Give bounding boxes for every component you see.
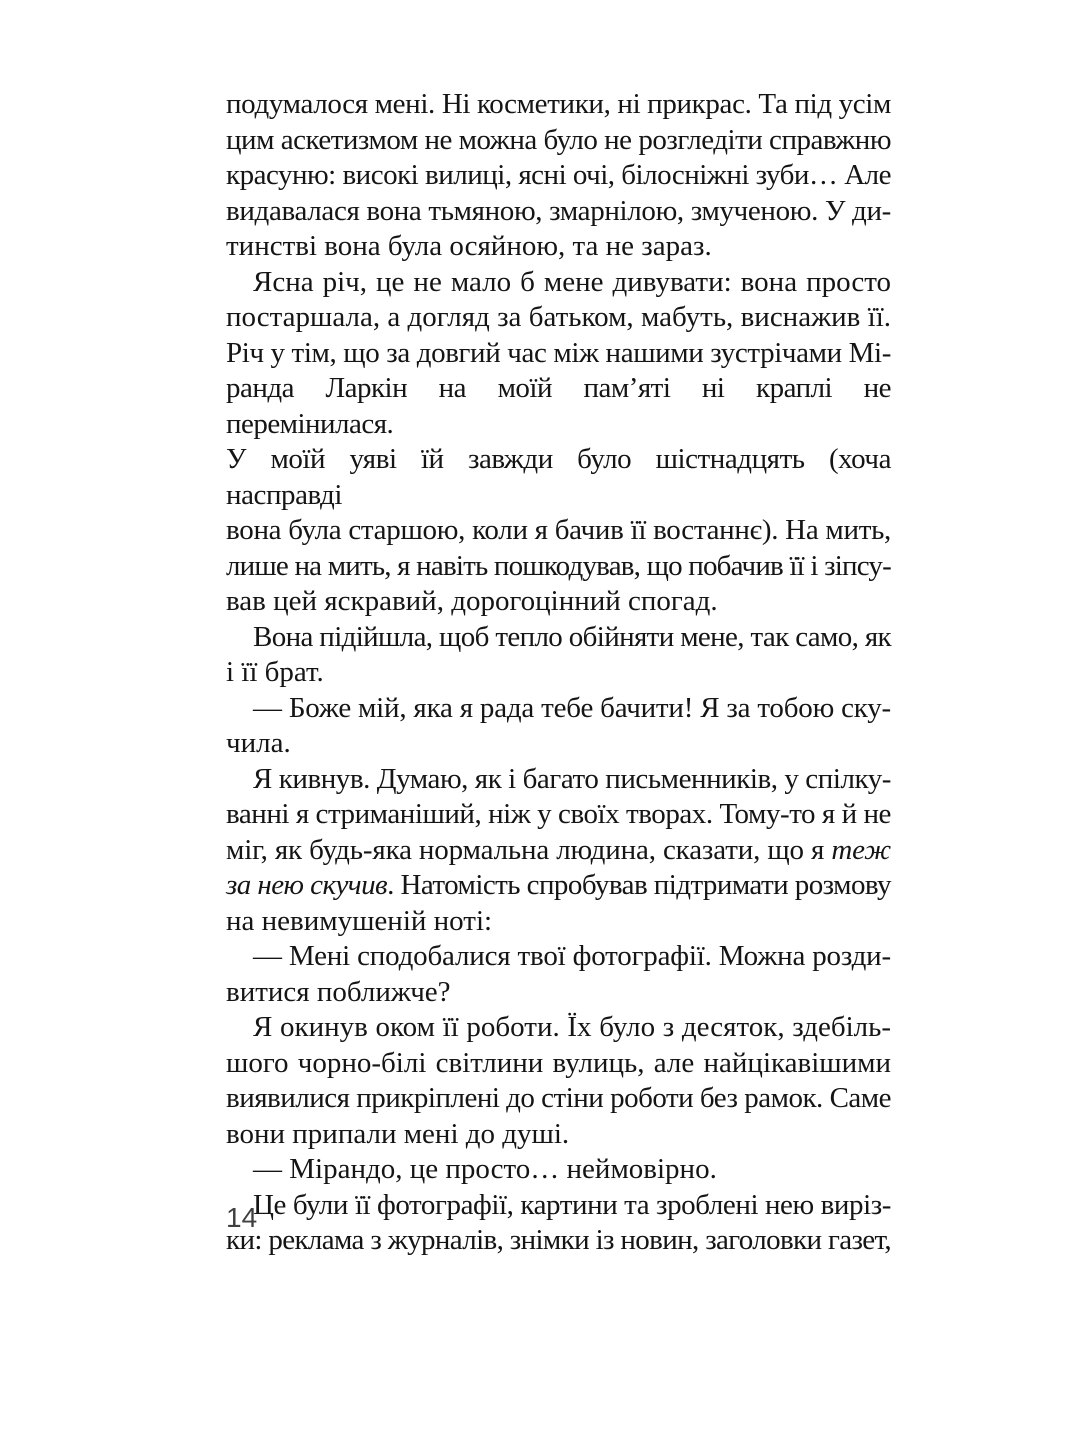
text-line xyxy=(226,1046,891,1082)
text-line xyxy=(226,513,891,549)
text-run: виявилися прикріплені до стіни роботи без рамок. Саме xyxy=(226,1082,892,1114)
text-run: вав цей яскравий, дорогоцінний спогад. xyxy=(226,585,718,617)
text-line xyxy=(226,691,891,727)
text-line xyxy=(226,620,891,656)
text-run: витися поближче? xyxy=(226,975,451,1008)
text-run: чила. xyxy=(226,727,291,759)
text-run: Вона підійшла, щоб тепло обійняти мене, так само, як xyxy=(253,620,891,653)
text-run: — Боже мій, яка я рада тебе бачити! Я за тобою ску- xyxy=(253,691,891,724)
text-run: красуню: високі вилиці, ясні очі, білосніжні зуби… Але xyxy=(226,159,891,191)
emphasis-text: теж xyxy=(831,833,891,866)
text-run: тинстві вона була осяйною, та не зараз. xyxy=(226,230,712,262)
text-line xyxy=(226,87,891,123)
text-line xyxy=(226,123,891,159)
text-run: — Мірандо, це просто… неймовірно. xyxy=(253,1153,717,1185)
text-run: ванні я стриманіший, ніж у своїх творах. Тому-то я й не xyxy=(226,798,891,830)
text-run: вони припали мені до душі. xyxy=(226,1117,570,1150)
text-line xyxy=(226,442,891,513)
text-run: ранда Ларкін на моїй пам’яті ні краплі не перемінилася. xyxy=(226,372,891,440)
text-run: постаршала, а догляд за батьком, мабуть, виснажив її. xyxy=(226,301,891,333)
text-line xyxy=(226,1117,891,1153)
text-run: вона була старшою, коли я бачив її востаннє). На мить, xyxy=(226,514,892,546)
text-run: і її брат. xyxy=(226,656,324,688)
text-line xyxy=(226,1081,891,1117)
text-run: міг, як будь-яка нормальна людина, сказати, що я xyxy=(226,833,832,866)
text-line xyxy=(226,265,891,301)
text-line xyxy=(226,797,891,833)
text-run: цим аскетизмом не можна було не розгледіти справжню xyxy=(226,123,891,156)
text-line xyxy=(226,975,891,1011)
text-run: Це були її фотографії, картини та зроблені нею виріз- xyxy=(253,1188,891,1221)
emphasis-text: за нею скучив xyxy=(226,869,388,901)
text-run: . Натомість спробував підтримати розмову xyxy=(387,869,891,901)
text-run: Я кивнув. Думаю, як і багато письменників, у спілку- xyxy=(253,762,892,795)
text-run: Я окинув оком її роботи. Їх було з десяток, здебіль- xyxy=(253,1011,891,1043)
text-run: Ясна річ, це не мало б мене дивувати: вона просто xyxy=(253,265,891,298)
text-line xyxy=(226,194,891,230)
text-run: лише на мить, я навіть пошкодував, що побачив її і зіпсу- xyxy=(226,549,891,582)
paragraph xyxy=(226,620,891,691)
text-line xyxy=(226,833,891,869)
text-line xyxy=(226,549,891,585)
text-run: ки: реклама з журналів, знімки із новин, заголовки газет, xyxy=(226,1224,891,1256)
text-line xyxy=(226,762,891,798)
text-run: на невимушеній ноті: xyxy=(226,904,493,937)
text-line xyxy=(226,726,891,762)
paragraph xyxy=(226,762,891,940)
text-run: видавалася вона тьмяною, змарнілою, змученою. У ди- xyxy=(226,194,891,227)
text-run: У моїй уяві їй завжди було шістнадцять (хоча насправді xyxy=(226,443,891,511)
text-line xyxy=(226,939,891,975)
text-run: подумалося мені. Ні косметики, ні прикрас. Та під усім xyxy=(226,88,891,120)
paragraph xyxy=(226,691,891,762)
text-line xyxy=(226,584,891,620)
text-line xyxy=(226,1223,891,1259)
text-line xyxy=(226,336,891,372)
text-run: — Мені сподобалися твої фотографії. Можна розди- xyxy=(253,940,891,972)
paragraph xyxy=(226,1152,891,1188)
paragraph xyxy=(226,1010,891,1152)
text-line xyxy=(226,371,891,442)
text-line xyxy=(226,158,891,194)
text-line xyxy=(226,300,891,336)
text-run: Річ у тім, що за довгий час між нашими зустрічами Мі- xyxy=(226,336,891,369)
text-run: шого чорно-білі світлини вулиць, але найцікавішими xyxy=(226,1046,891,1079)
paragraph xyxy=(226,87,891,265)
page-number: 14 xyxy=(226,1202,258,1233)
text-line xyxy=(226,904,891,940)
text-line xyxy=(226,1188,891,1224)
text-line xyxy=(226,655,891,691)
text-line xyxy=(226,868,891,904)
text-line xyxy=(226,1152,891,1188)
paragraph xyxy=(226,265,891,620)
text-line xyxy=(226,229,891,265)
text-line xyxy=(226,1010,891,1046)
paragraph xyxy=(226,939,891,1010)
page-text xyxy=(226,87,891,1259)
paragraph xyxy=(226,1188,891,1259)
